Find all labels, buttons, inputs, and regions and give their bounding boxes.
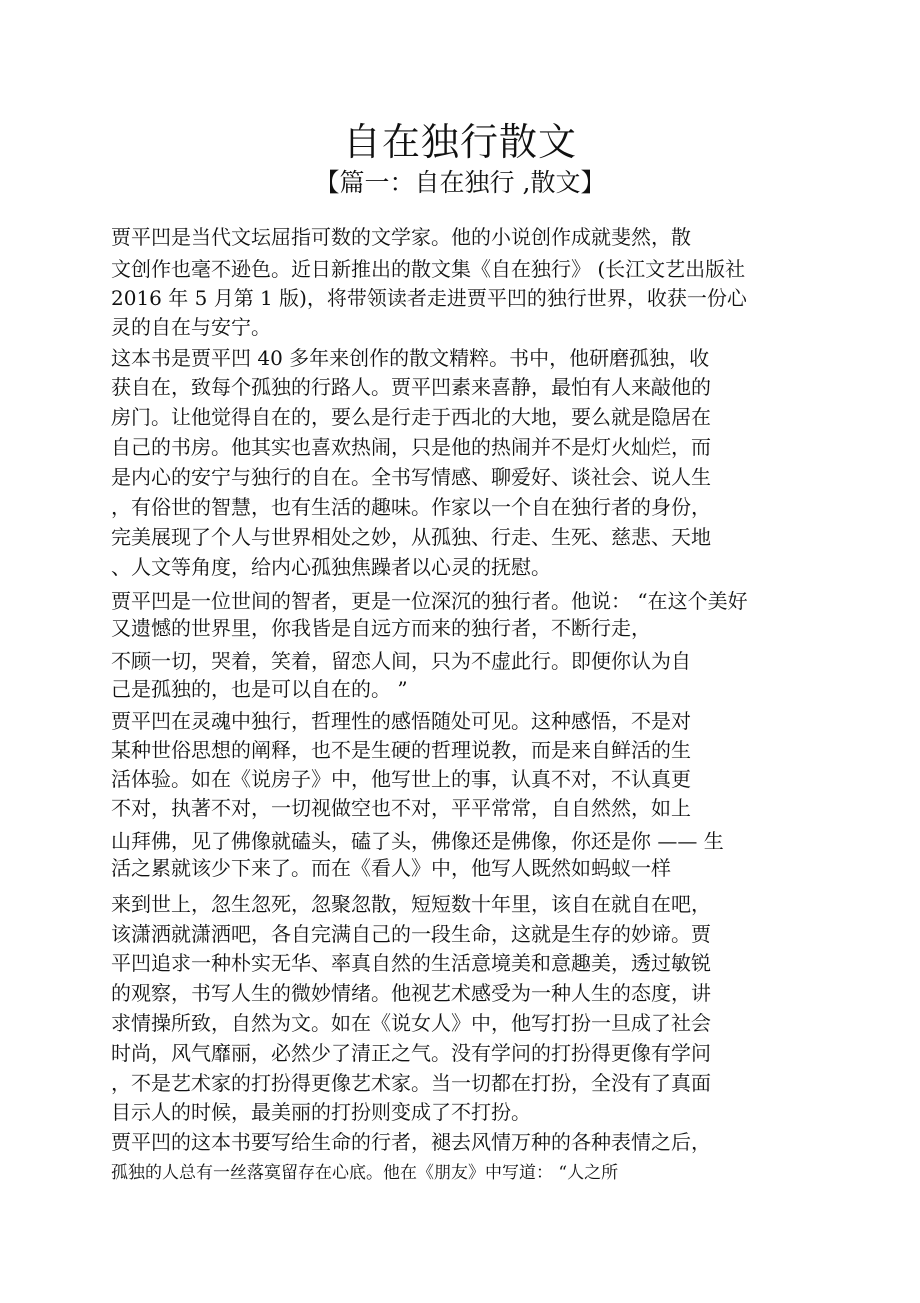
text-line: 自己的书房。他其实也喜欢热闹，只是他的热闹并不是灯火灿烂，而 — [111, 435, 711, 459]
document-subtitle: 【篇一：自在独行 ,散文】 — [314, 168, 606, 197]
text-line: 时尚，风气靡丽，必然少了清正之气。没有学问的打扮得更像有学问 — [111, 1041, 711, 1065]
text-line: ，不是艺术家的打扮得更像艺术家。当一切都在打扮，全没有了真面 — [111, 1071, 711, 1095]
text-line: ，有俗世的智慧，也有生活的趣味。作家以一个自在独行者的身份， — [111, 495, 711, 519]
text-line: 目示人的时候，最美丽的打扮则变成了不打扮。 — [111, 1100, 531, 1124]
text-line: 又遗憾的世界里，你我皆是自远方而来的独行者，不断行走， — [111, 616, 651, 640]
text-line: 贾平凹在灵魂中独行，哲理性的感悟随处可见。这种感悟，不是对 — [111, 709, 691, 733]
text-line: 的观察，书写人生的微妙情绪。他视艺术感受为一种人生的态度，讲 — [111, 981, 711, 1005]
text-line: 活体验。如在《说房子》中，他写世上的事，认真不对，不认真更 — [111, 767, 691, 791]
text-line: 孤独的人总有一丝落寞留存在心底。他在《朋友》中写道： “人之所 — [111, 1163, 619, 1183]
document-title: 自在独行散文 — [342, 120, 577, 164]
text-line: 、人文等角度，给内心孤独焦躁者以心灵的抚慰。 — [111, 555, 551, 579]
text-line: 求情操所致，自然为文。如在《说女人》中，他写打扮一旦成了社会 — [111, 1011, 711, 1035]
text-line: 文创作也毫不逊色。近日新推出的散文集《自在独行》 (长江文艺出版社 — [111, 257, 746, 281]
text-line: 贾平凹的这本书要写给生命的行者，褪去风情万种的各种表情之后， — [111, 1130, 711, 1154]
text-line: 这本书是贾平凹 40 多年来创作的散文精粹。书中，他研磨孤独，收 — [111, 346, 710, 370]
text-line: 己是孤独的，也是可以自在的。 ” — [111, 677, 408, 701]
text-line: 获自在，致每个孤独的行路人。贾平凹素来喜静，最怕有人来敲他的 — [111, 375, 711, 399]
text-line: 是内心的安宁与独行的自在。全书写情感、聊爱好、谈社会、说人生 — [111, 465, 711, 489]
text-line: 不顾一切，哭着，笑着，留恋人间，只为不虚此行。即便你认为自 — [111, 649, 691, 673]
text-line: 房门。让他觉得自在的，要么是行走于西北的大地，要么就是隐居在 — [111, 405, 711, 429]
text-line: 不对，执著不对，一切视做空也不对，平平常常，自自然然，如上 — [111, 796, 691, 820]
text-line: 该潇洒就潇洒吧，各自完满自己的一段生命，这就是生存的妙谛。贾 — [111, 922, 711, 946]
text-line: 某种世俗思想的阐释，也不是生硬的哲理说教，而是来自鲜活的生 — [111, 738, 691, 762]
text-line: 来到世上，忽生忽死，忽聚忽散，短短数十年里，该自在就自在吧， — [111, 892, 711, 916]
text-line: 平凹追求一种朴实无华、率真自然的生活意境美和意趣美，透过敏锐 — [111, 951, 711, 975]
text-line: 灵的自在与安宁。 — [111, 315, 271, 339]
text-line: 贾平凹是当代文坛屈指可数的文学家。他的小说创作成就斐然，散 — [111, 225, 691, 249]
text-line: 活之累就该少下来了。而在《看人》中，他写人既然如蚂蚁一样 — [111, 856, 671, 880]
text-line: 2016 年 5 月第 1 版)，将带领读者走进贾平凹的独行世界，收获一份心 — [111, 286, 747, 310]
text-line: 贾平凹是一位世间的智者，更是一位深沉的独行者。他说： “在这个美好 — [111, 589, 748, 613]
text-line: 完美展现了个人与世界相处之妙，从孤独、行走、生死、慈悲、天地 — [111, 525, 711, 549]
text-line: 山拜佛，见了佛像就磕头，磕了头，佛像还是佛像，你还是你 —— 生 — [111, 829, 724, 853]
